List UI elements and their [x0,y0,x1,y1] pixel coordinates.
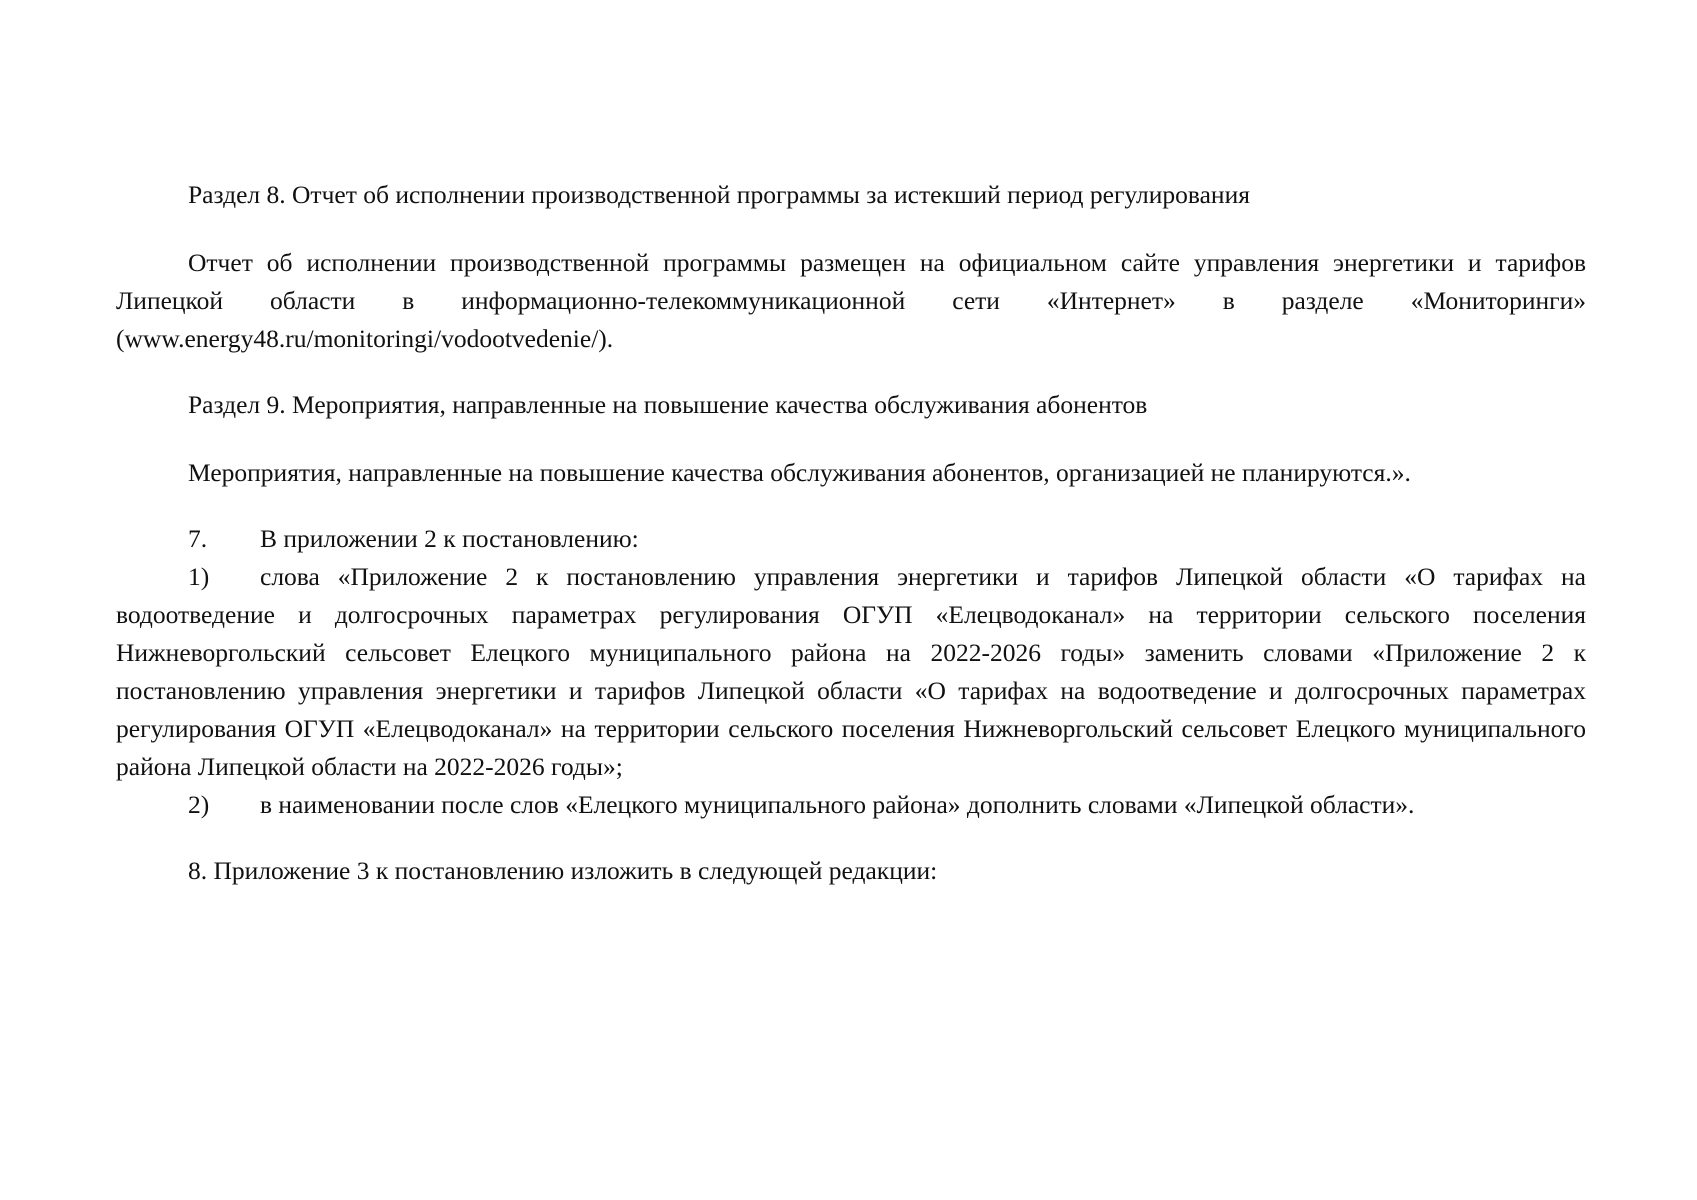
subitem-2-number: 2) [188,790,210,819]
item-8-text: Приложение 3 к постановлению изложить в следующей редакции: [213,856,938,885]
subitem-1-text: слова «Приложение 2 к постановлению управления энергетики и тарифов Липецкой области «О тарифах на водоотведение и долгосрочных параметрах регулирования ОГУП «Елецводоканал» на территории сельского поселения Нижневоргольский сельсовет Елецкого муниципального района на 2022-2026 годы» заменить словами «Приложение 2 к постановлению управления энергетики и тарифов Липецкой области «О тарифах на водоотведение и долгосрочных параметрах регулирования ОГУП «Елецводоканал» на территории сельского поселения Нижневоргольский сельсовет Елецкого муниципального района Липецкой области на 2022-2026 годы»; [116,562,1586,781]
item-7-subitem-1 [116,558,1586,786]
item-8 [116,852,1586,890]
subitem-1-number: 1) [188,562,210,591]
section-8-heading: Раздел 8. Отчет об исполнении производственной программы за истекший период регулирования [188,180,1250,209]
section-8-paragraph: Отчет об исполнении производственной программы размещен на официальном сайте управления энергетики и тарифов Липецкой области в информационно-телекоммуникационной сети «Интернет» в разделе «Мониторинги» (www.energy48.ru/monitoringi/vodootvedenie/). [116,248,1586,353]
item-7-subitem-2 [116,786,1586,824]
item-7 [116,520,1586,558]
section-9-heading: Раздел 9. Мероприятия, направленные на повышение качества обслуживания абонентов [188,390,1148,419]
item-7-text: В приложении 2 к постановлению: [260,524,639,553]
item-8-number: 8. [188,856,208,885]
subitem-2-text: в наименовании после слов «Елецкого муниципального района» дополнить словами «Липецкой области». [260,790,1415,819]
item-7-number: 7. [188,524,208,553]
section-9-paragraph: Мероприятия, направленные на повышение качества обслуживания абонентов, организацией не планируются.». [188,458,1411,487]
